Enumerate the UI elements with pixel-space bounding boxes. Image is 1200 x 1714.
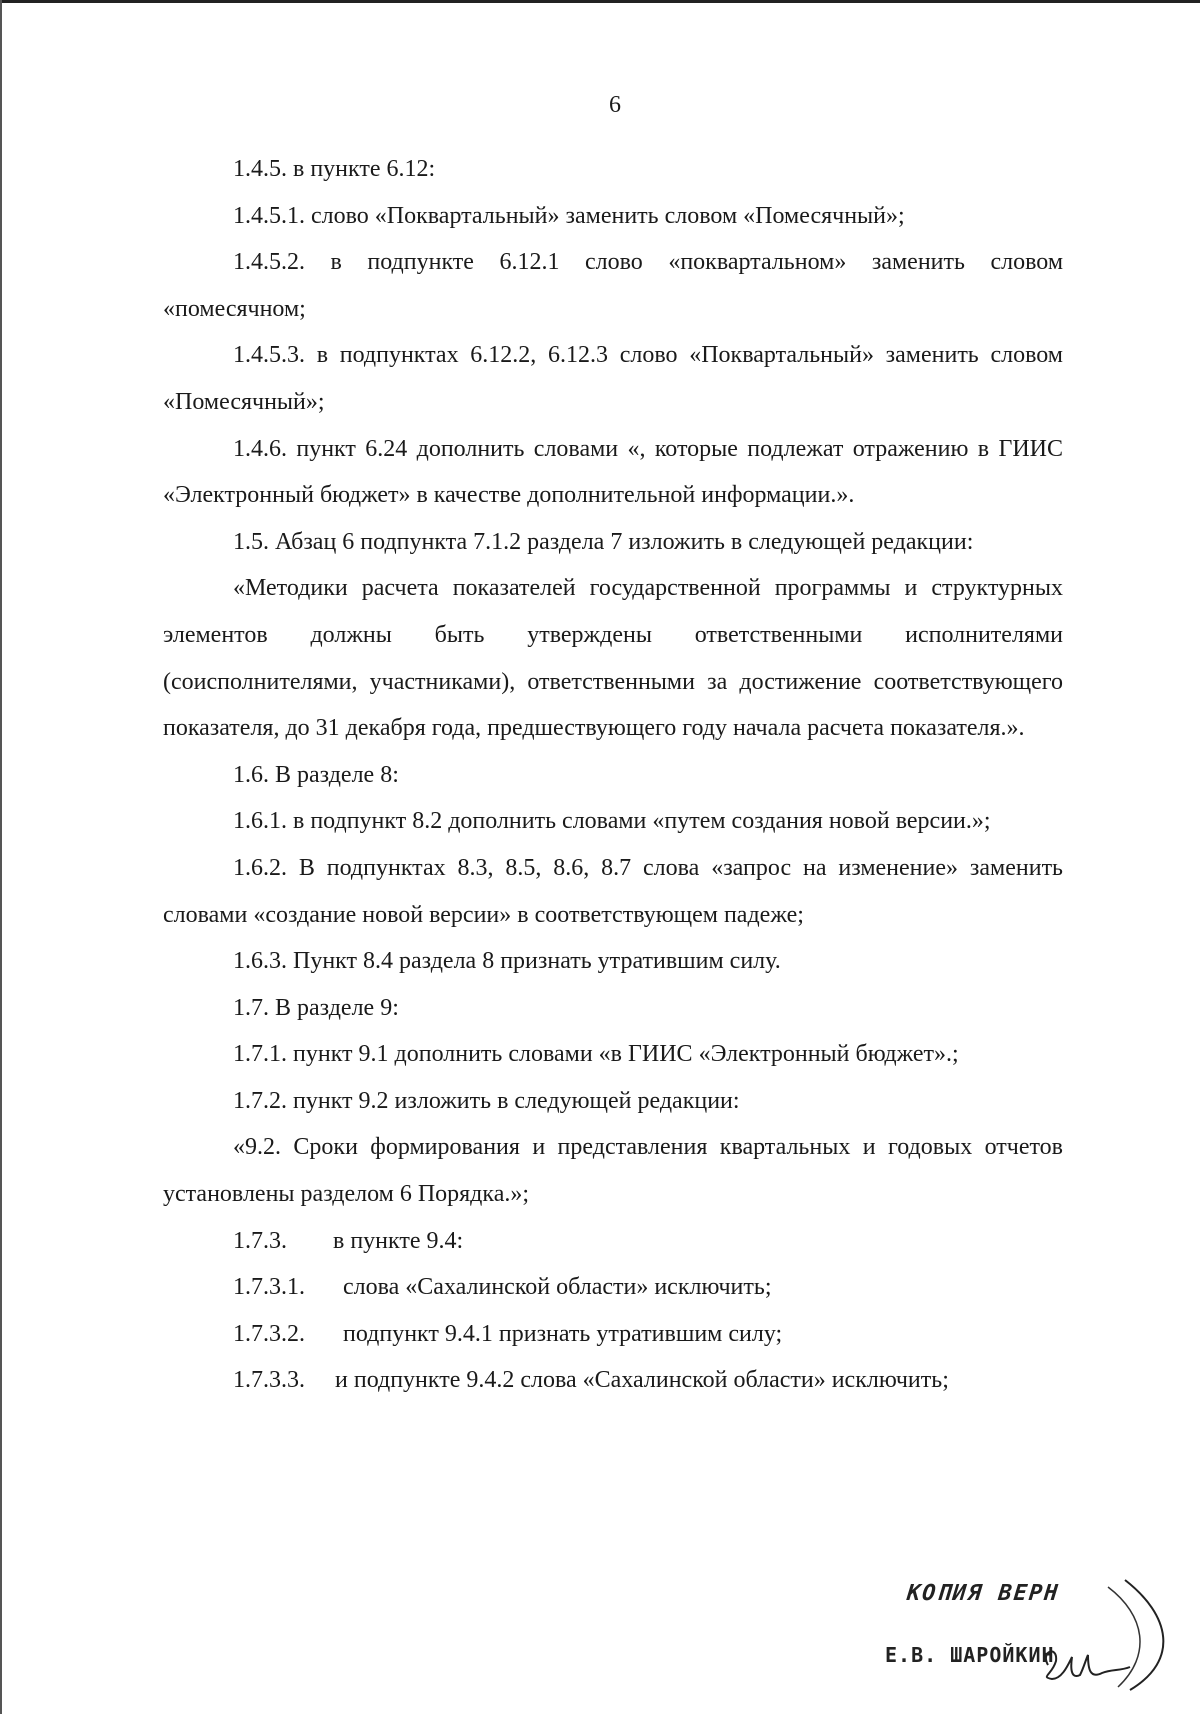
row-text: и подпункте 9.4.2 слова «Сахалинской области» исключить; (335, 1367, 949, 1394)
paragraph-1-5: 1.5. Абзац 6 подпункта 7.1.2 раздела 7 изложить в следующей редакции: (233, 528, 974, 555)
certification-stamp (880, 1575, 1170, 1695)
stamp-copy-verified-text: КОПИЯ ВЕРН (905, 1581, 1061, 1606)
paragraph-1-6: 1.6. В разделе 8: (233, 761, 399, 788)
row-text: подпункт 9.4.1 признать утратившим силу; (343, 1320, 783, 1347)
page-left-border (0, 0, 2, 1714)
row-number: 1.7.3.1. (233, 1274, 305, 1301)
row-text: слова «Сахалинской области» исключить; (343, 1274, 772, 1301)
row-text: в пункте 9.4: (333, 1227, 464, 1254)
paragraph-1-7: 1.7. В разделе 9: (233, 994, 399, 1021)
paragraph-1-4-5-2: 1.4.5.2. в подпункте 6.12.1 слово «поквартальном» заменить словом «помесячном; (163, 249, 1063, 322)
paragraph-1-4-5-1: 1.4.5.1. слово «Поквартальный» заменить словом «Помесячный»; (233, 202, 905, 229)
numbered-row-1-7-3-2 (163, 1311, 1063, 1358)
paragraph-1-6-1: 1.6.1. в подпункт 8.2 дополнить словами «путем создания новой версии.»; (233, 808, 991, 835)
paragraph-9-2-quote: «9.2. Сроки формирования и представления квартальных и годовых отчетов установлены разделом 6 Порядка.»; (163, 1134, 1063, 1208)
row-number: 1.7.3. (233, 1227, 287, 1254)
row-number: 1.7.3.3. (233, 1367, 305, 1394)
paragraph-1-7-1: 1.7.1. пункт 9.1 дополнить словами «в ГИИС «Электронный бюджет».; (233, 1041, 959, 1068)
paragraph-1-4-6: 1.4.6. пункт 6.24 дополнить словами «, которые подлежат отражению в ГИИС «Электронный бюджет» в качестве дополнительной информации.». (163, 435, 1063, 509)
paragraph-1-6-3: 1.6.3. Пункт 8.4 раздела 8 признать утратившим силу. (233, 948, 781, 975)
paragraph-1-4-5-3: 1.4.5.3. в подпунктах 6.12.2, 6.12.3 слово «Поквартальный» заменить словом «Помесячный»; (163, 342, 1063, 415)
numbered-row-1-7-3 (163, 1218, 1063, 1265)
paragraph-1-6-2: 1.6.2. В подпунктах 8.3, 8.5, 8.6, 8.7 слова «запрос на изменение» заменить словами «создание новой версии» в соответствующем падеже; (163, 854, 1063, 928)
page-top-border (0, 0, 1200, 3)
numbered-row-1-7-3-1 (163, 1264, 1063, 1311)
page-number: 6 (609, 92, 621, 118)
stamp-signer-name: Е.В. ШАРОЙКИН (885, 1643, 1055, 1667)
document-body (163, 146, 1063, 1404)
paragraph-1-4-5: 1.4.5. в пункте 6.12: (233, 156, 436, 182)
paragraph-methodology-quote: «Методики расчета показателей государственной программы и структурных элементов должны быть утверждены ответственными исполнителями (соисполнителями, участниками), ответственными за достижение соответствующего показателя, до 31 декабря года, предшествующего году начала расчета показателя.». (163, 575, 1063, 742)
numbered-row-1-7-3-3 (163, 1357, 1063, 1404)
row-number: 1.7.3.2. (233, 1320, 305, 1347)
paragraph-1-7-2: 1.7.2. пункт 9.2 изложить в следующей редакции: (233, 1087, 740, 1114)
